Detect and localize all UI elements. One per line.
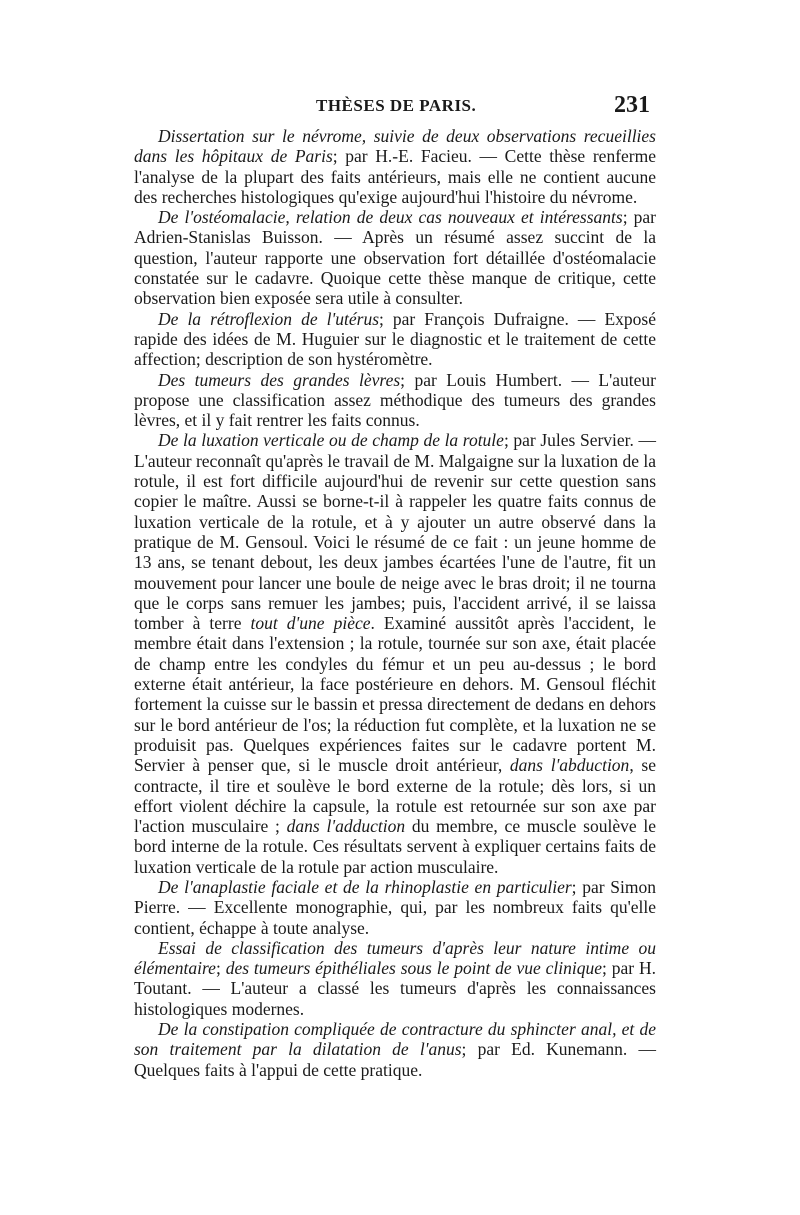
- entry-text: ; par H.-E. Facieu. — Cette thèse renferme l'analyse de la plupart des faits antérieurs, mais elle ne contient aucune des recherches histologiques qu'exige aujourd'hui l'histoire du névrome.: [134, 146, 656, 207]
- entry-text: ; par Louis Humbert. — L'auteur propose une classification assez méthodique des tumeurs des grandes lèvres, et il y fait rentrer les faits connus.: [134, 369, 656, 431]
- book-page: [134, 92, 656, 1080]
- entry-emphasis: des tumeurs épithéliales sous le point de vue clinique: [225, 958, 603, 979]
- entry-text: , se contracte, il tire et soulève le bord externe de la rotule; dès lors, si un effort violent déchire la capsule, la rotule est retournée sur son axe par l'action musculaire ;: [134, 755, 656, 837]
- entry-title: Essai de classification des tumeurs d'après leur nature intime ou élémentaire: [134, 937, 656, 979]
- entry-title: Dissertation sur le névrome, suivie de deux observations recueillies dans les hôpitaux de Paris: [134, 126, 656, 167]
- entry-emphasis: dans l'adduction: [286, 816, 406, 837]
- thesis-entry-retroflexion: [134, 309, 656, 370]
- entry-text: ;: [215, 958, 226, 979]
- entry-text: . Examiné aussitôt après l'accident, le membre était dans l'extension ; la rotule, tournée sur son axe, était placée de champ entre les condyles du fémur et un peu au-dessus ; le bord externe était antérieur, la face postérieure en dehors. M. Gensoul fléchit fortement la cuisse sur le bassin et pressa directement de dedans en dehors sur le bord antérieur de l'os; la réduction fut complète, et la luxation ne se produisit pas. Quelques expériences faites sur le cadavre portent M. Servier à penser que, si le muscle droit antérieur,: [134, 613, 656, 776]
- entry-title: De la luxation verticale ou de champ de la rotule: [158, 430, 504, 451]
- entry-title: Des tumeurs des grandes lèvres: [158, 369, 401, 390]
- entry-text: ; par Simon Pierre. — Excellente monographie, qui, par les nombreux faits qu'elle contient, échappe à toute analyse.: [134, 876, 656, 938]
- entry-emphasis: tout d'une pièce: [250, 613, 371, 634]
- running-head: [134, 92, 656, 126]
- thesis-entry-constipation: [134, 1019, 656, 1080]
- entry-title: De la rétroflexion de l'utérus: [158, 308, 379, 329]
- entry-text: ; par H. Toutant. — L'auteur a classé les tumeurs d'après les connaissances histologiques modernes.: [134, 958, 656, 1019]
- entry-text: ; par Ed. Kunemann. — Quelques faits à l'appui de cette pratique.: [134, 1039, 656, 1080]
- entry-emphasis: dans l'abduction: [509, 755, 630, 776]
- entry-title: De l'anaplastie faciale et de la rhinoplastie en particulier: [158, 876, 572, 897]
- thesis-entry-anaplastie: [134, 877, 656, 938]
- entry-title: De la constipation compliquée de contracture du sphincter anal, et de son traitement par la dilatation de l'anus: [134, 1019, 656, 1060]
- entry-text: ; par Jules Servier. — L'auteur reconnaît qu'après le travail de M. Malgaigne sur la luxation de la rotule, il est fort difficile aujourd'hui de revenir sur cette question sans copier le maître. Aussi se borne-t-il à rappeler les quatre faits connus de luxation verticale de la rotule, et à y ajouter un autre observé dans la pratique de M. Gensoul. Voici le résumé de ce fait : un jeune homme de 13 ans, se tenant debout, les deux jambes écartées l'une de l'autre, fit un mouvement pour lancer une boule de neige avec le bras droit; il ne tourna que le corps sans remuer les jambes; puis, l'accident arrivé, il se laissa tomber à terre: [134, 430, 657, 634]
- thesis-entry-tumeurs-levres: [134, 370, 656, 431]
- entry-text: du membre, ce muscle soulève le bord interne de la rotule. Ces résultats servent à expliquer certains faits de luxation verticale de la rotule par action musculaire.: [134, 816, 656, 877]
- thesis-entry-nevrome: [134, 126, 656, 207]
- entry-text: ; par Adrien-Stanislas Buisson. — Après un résumé assez succint de la question, l'auteur rapporte une observation fort détaillée d'ostéomalacie constatée sur le cadavre. Quoique cette thèse manque de critique, cette observation bien exposée sera utile à consulter.: [134, 207, 656, 309]
- page-number: 231: [614, 92, 650, 118]
- entry-title: De l'ostéomalacie, relation de deux cas nouveaux et intéressants: [158, 207, 623, 228]
- thesis-entry-classification-tumeurs: [134, 938, 656, 1019]
- running-title: THÈSES DE PARIS.: [316, 96, 477, 115]
- thesis-entry-osteomalacie: [134, 207, 656, 308]
- entry-text: ; par François Dufraigne. — Exposé rapide des idées de M. Huguier sur le diagnostic et le traitement de cette affection; description de son hystéromètre.: [134, 308, 656, 370]
- thesis-entry-luxation-rotule: [134, 430, 656, 877]
